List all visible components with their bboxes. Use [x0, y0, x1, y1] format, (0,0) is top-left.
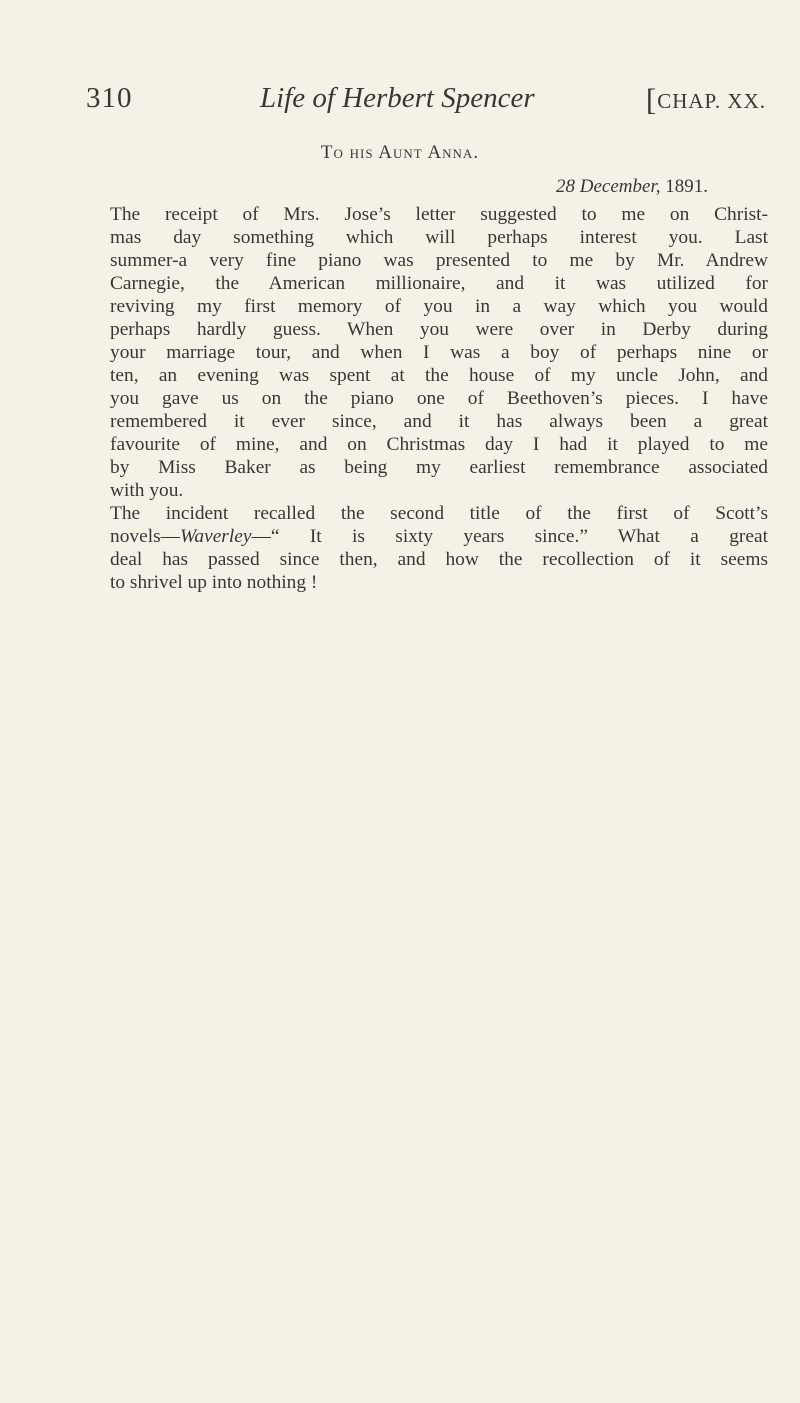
paragraph-2: [110, 502, 768, 594]
letter-date: [0, 176, 708, 198]
text-line: deal has passed since then, and how the recollection of it seems: [110, 549, 768, 570]
running-head: [86, 82, 766, 122]
text-line: The incident recalled the second title of the first of Scott’s: [110, 503, 768, 524]
chapter-bracket: [: [645, 82, 658, 117]
text-line: Carnegie, the American millionaire, and it was utilized for: [110, 273, 768, 294]
letter-body: [110, 203, 768, 594]
chapter-reference: [646, 82, 766, 118]
text-line: perhaps hardly guess. When you were over in Derby during: [110, 319, 768, 340]
text-fragment: —“ It is sixty years since.” What a great: [251, 526, 768, 547]
letter-date-day-month: 28 December,: [556, 176, 661, 197]
letter-date-year: 1891.: [665, 176, 708, 197]
page-number: 310: [86, 82, 133, 114]
text-fragment: novels—: [110, 526, 181, 547]
letter-heading: To his Aunt Anna.: [320, 142, 480, 163]
text-line: you gave us on the piano one of Beethoven’s pieces. I have: [110, 388, 768, 409]
text-line: favourite of mine, and on Christmas day I had it played to me: [110, 434, 768, 455]
chapter-label: CHAP. XX.: [657, 89, 766, 113]
text-line: to shrivel up into nothing !: [110, 572, 318, 593]
text-line: The receipt of Mrs. Jose’s letter suggested to me on Christ-: [110, 204, 768, 225]
text-line: with you.: [110, 480, 184, 501]
text-line: ten, an evening was spent at the house of my uncle John, and: [110, 365, 768, 386]
text-line: remembered it ever since, and it has always been a great: [110, 411, 768, 432]
text-line: mas day something which will perhaps interest you. Last: [110, 227, 768, 248]
running-title: Life of Herbert Spencer: [260, 82, 535, 114]
text-line: reviving my first memory of you in a way which you would: [110, 296, 768, 317]
text-line: summer-a very fine piano was presented to me by Mr. Andrew: [110, 250, 768, 271]
text-line: by Miss Baker as being my earliest remembrance associated: [110, 457, 768, 478]
text-line: your marriage tour, and when I was a boy of perhaps nine or: [110, 342, 768, 363]
text-line-with-title: [110, 525, 768, 548]
paragraph-1: [110, 203, 768, 502]
novel-title: Waverley: [180, 526, 252, 547]
